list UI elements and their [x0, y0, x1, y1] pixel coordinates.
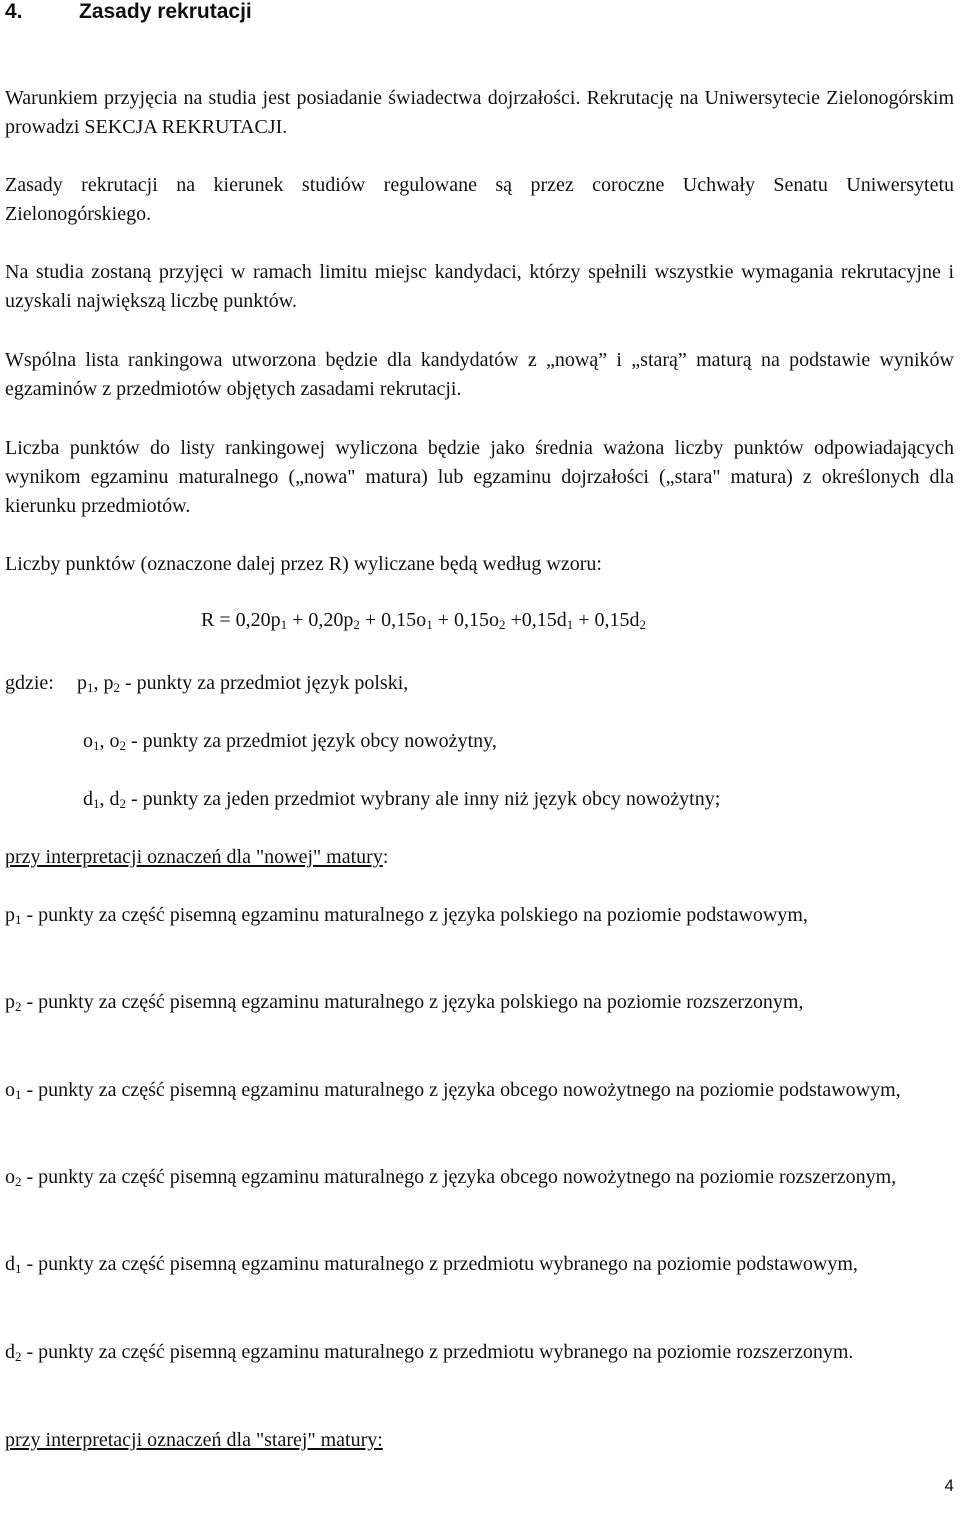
where-label: gdzie:: [5, 672, 54, 694]
new-matura-item-d1: $d_1$ - punkty za część pisemną egzaminu maturalnego z przedmiotu wybranego na poziomie podstawowym,: [5, 1253, 858, 1276]
paragraph-admission-rules: Zasady rekrutacji na kierunek studiów regulowane są przez coroczne Uchwały Senatu Uniwersytetu Zielonogórskiego.: [5, 174, 954, 225]
definition-o: $o_1$, $o_2$ - punkty za przedmiot język obcy nowożytny,: [83, 730, 497, 753]
new-matura-item-d2: $d_2$ - punkty za część pisemną egzaminu maturalnego z przedmiotu wybranego na poziomie rozszerzonym.: [5, 1341, 854, 1364]
section-title: Zasady rekrutacji: [79, 0, 252, 23]
paragraph-admission-limit: Na studia zostaną przyjęci w ramach limitu miejsc kandydaci, którzy spełnili wszystkie wymagania rekrutacyjne i uzyskali największą liczbę punktów.: [5, 261, 954, 312]
definition-p: $p_1$, $p_2$ - punkty za przedmiot język polski,: [77, 672, 409, 695]
new-matura-item-o1: $o_1$ - punkty za część pisemną egzaminu maturalnego z języka obcego nowożytnego na poziomie podstawowym,: [5, 1079, 901, 1102]
paragraph-formula-intro: Liczby punktów (oznaczone dalej przez R) wyliczane będą według wzoru:: [5, 553, 602, 575]
paragraph-points-calculation: Liczba punktów do listy rankingowej wyliczona będzie jako średnia ważona liczby punktów odpowiadających wynikom egzaminu maturalnego („nowa" matura) lub egzaminu dojrzałości („stara" matura) z określonych dla kierunku przedmiotów.: [5, 437, 954, 517]
page-number: 4: [944, 1476, 954, 1495]
section-heading: [5, 0, 252, 26]
new-matura-item-p2: $p_2$ - punkty za część pisemną egzaminu maturalnego z języka polskiego na poziomie rozszerzonym,: [5, 991, 804, 1014]
new-matura-heading: przy interpretacji oznaczeń dla "nowej" matury:: [5, 846, 389, 868]
new-matura-item-p1: $p_1$ - punkty za część pisemną egzaminu maturalnego z języka polskiego na poziomie podstawowym,: [5, 904, 808, 927]
section-number: 4.: [5, 0, 23, 23]
paragraph-ranking-list: Wspólna lista rankingowa utworzona będzie dla kandydatów z „nową” i „starą” maturą na podstawie wyników egzaminów z przedmiotów objętych zasadami rekrutacji.: [5, 349, 954, 400]
old-matura-heading: przy interpretacji oznaczeń dla "starej" matury:: [5, 1429, 383, 1451]
paragraph-admission-conditions: Warunkiem przyjęcia na studia jest posiadanie świadectwa dojrzałości. Rekrutację na Uniwersytecie Zielonogórskim prowadzi SEKCJA REKRUTACJI.: [5, 87, 954, 138]
definition-d: $d_1$, $d_2$ - punkty za jeden przedmiot wybrany ale inny niż język obcy nowożytny;: [83, 788, 721, 811]
points-formula: $R = 0,20p_1 + 0,20p_2 + 0,15o_1 + 0,15o_2 +0,15d_1 + 0,15d_2$: [201, 609, 647, 632]
new-matura-item-o2: $o_2$ - punkty za część pisemną egzaminu maturalnego z języka obcego nowożytnego na poziomie rozszerzonym,: [5, 1166, 897, 1189]
